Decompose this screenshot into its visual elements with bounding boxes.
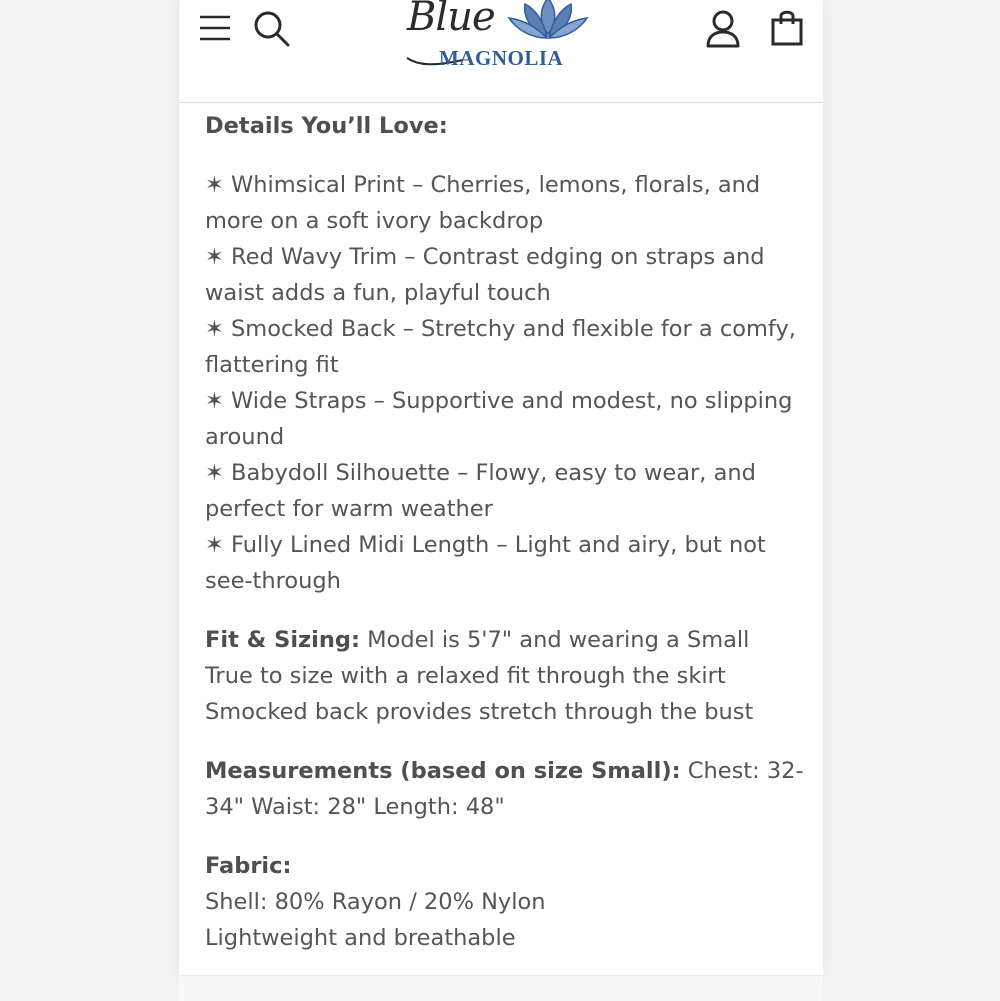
fit-line: Smocked back provides stretch through the bust (205, 699, 754, 725)
measurements-values: Chest: 32-34" Waist: 28" Length: 48" (205, 758, 804, 820)
detail-bullet: ✶ Smocked Back – Stretchy and flexible for a comfy, flattering fit (205, 316, 796, 378)
fit-text: Model is 5'7" and wearing a Small (359, 627, 750, 653)
fabric-line: Shell: 80% Rayon / 20% Nylon (205, 889, 546, 915)
menu-button[interactable] (199, 14, 231, 42)
product-page (179, 0, 823, 975)
fit-summary (205, 622, 805, 658)
cart-button[interactable] (771, 8, 803, 46)
measurements-section (205, 753, 805, 825)
site-header (179, 0, 823, 103)
details-section (205, 108, 805, 144)
search-icon (253, 10, 291, 48)
hamburger-menu-icon (199, 14, 231, 42)
measurements-text (205, 753, 805, 825)
product-description (205, 108, 805, 979)
fabric-line: Lightweight and breathable (205, 925, 516, 951)
account-button[interactable] (705, 10, 741, 48)
shopping-bag-icon (771, 8, 803, 46)
fit-heading: Fit & Sizing: (205, 627, 360, 653)
fabric-heading: Fabric: (205, 853, 292, 879)
magnolia-flower-icon (505, 0, 591, 46)
detail-bullet: ✶ Fully Lined Midi Length – Light and airy, but not see-through (205, 532, 766, 594)
detail-bullet: ✶ Wide Straps – Supportive and modest, no slipping around (205, 388, 793, 450)
detail-bullet: ✶ Red Wavy Trim – Contrast edging on straps and waist adds a fun, playful touch (205, 244, 765, 306)
details-bullets (205, 167, 805, 599)
logo-script-text: Blue (407, 0, 495, 40)
bottom-bar (179, 975, 823, 1001)
search-button[interactable] (253, 10, 291, 48)
fabric-section (205, 848, 805, 956)
details-heading: Details You’ll Love: (205, 113, 448, 139)
fit-section (205, 622, 805, 730)
measurements-heading: Measurements (based on size Small): (205, 758, 681, 784)
logo-wordmark: MAGNOLIA (439, 46, 564, 70)
detail-bullet: ✶ Whimsical Print – Cherries, lemons, florals, and more on a soft ivory backdrop (205, 172, 761, 234)
user-icon (705, 10, 741, 48)
detail-bullet: ✶ Babydoll Silhouette – Flowy, easy to wear, and perfect for warm weather (205, 460, 756, 522)
brand-logo[interactable] (405, 0, 595, 78)
fit-line: True to size with a relaxed fit through the skirt (205, 663, 726, 689)
